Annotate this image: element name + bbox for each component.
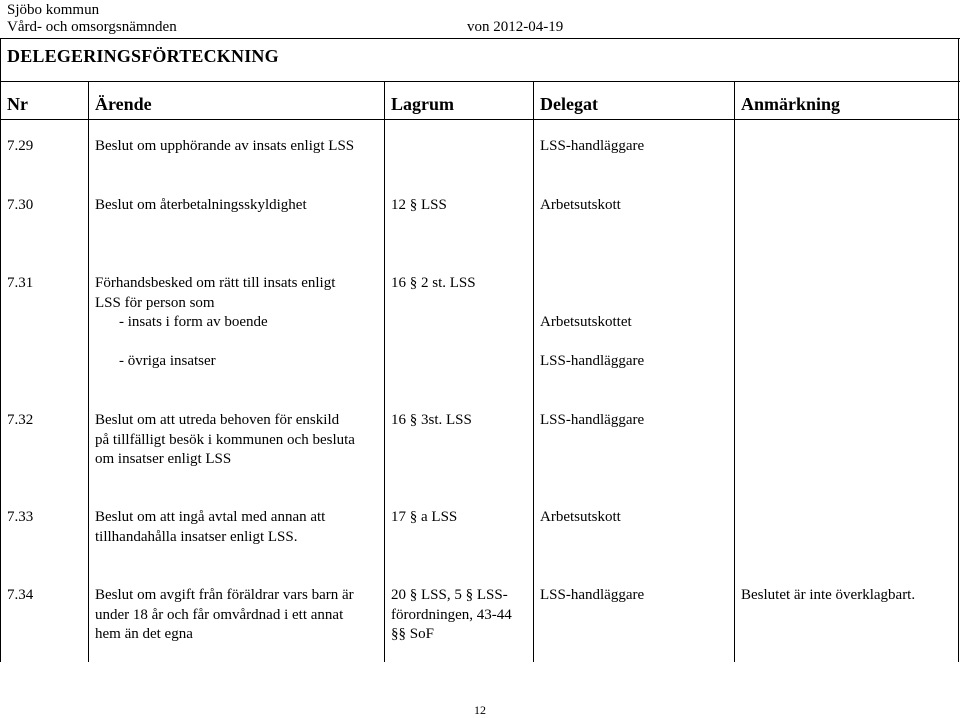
row-arende: [95, 586, 354, 645]
table-top-border: [0, 38, 960, 39]
row-arende-line: hem än det egna: [95, 626, 193, 642]
organization-name: Sjöbo kommun: [7, 2, 100, 18]
row-delegat: Arbetsutskott: [540, 197, 621, 213]
row-arende-line: - övriga insatser: [119, 352, 216, 369]
row-lagrum: 12 § LSS: [391, 197, 447, 213]
row-arende-line: - insats i form av boende: [119, 314, 268, 330]
row-arende-line: Beslut om att ingå avtal med annan att: [95, 509, 326, 525]
row-arende-line: Förhandsbesked om rätt till insats enligt: [95, 275, 336, 291]
row-delegat: LSS-handläggare: [540, 138, 645, 154]
row-arende-line: tillhandahålla insatser enligt LSS.: [95, 528, 298, 545]
title-bottom-border: [0, 81, 960, 82]
column-divider-arende: [384, 81, 385, 662]
row-arende-line: om insatser enligt LSS: [95, 451, 232, 467]
row-delegat: LSS-handläggare: [540, 412, 645, 428]
column-divider-lagrum: [533, 81, 534, 662]
row-lagrum: 16 § 3st. LSS: [391, 412, 472, 428]
row-anmarkning: Beslutet är inte överklagbart.: [741, 587, 916, 603]
column-header-delegat: Delegat: [540, 94, 598, 114]
row-delegat: [540, 313, 644, 371]
header-bottom-border: [0, 119, 960, 120]
row-delegat: Arbetsutskott: [540, 509, 621, 525]
column-divider-nr: [88, 81, 89, 662]
table-left-border: [0, 38, 1, 662]
row-arende: [95, 411, 355, 470]
row-nr: 7.34: [7, 587, 34, 603]
board-name: Vård- och omsorgsnämnden: [7, 19, 177, 35]
row-delegat: LSS-handläggare: [540, 587, 645, 603]
row-arende-line: under 18 år och får omvårdnad i ett annat: [95, 606, 344, 623]
row-arende-line: LSS för person som: [95, 294, 215, 311]
row-lagrum: 16 § 2 st. LSS: [391, 275, 476, 291]
row-delegat-line: Arbetsutskottet: [540, 314, 632, 330]
row-arende-line: Beslut om att utreda behoven för enskild: [95, 412, 340, 428]
column-header-nr: Nr: [7, 94, 28, 114]
column-divider-delegat: [734, 81, 735, 662]
row-arende: Beslut om återbetalningsskyldighet: [95, 197, 307, 213]
row-nr: 7.30: [7, 197, 34, 213]
row-arende: [95, 274, 335, 371]
row-lagrum: [391, 586, 512, 645]
column-header-lagrum: Lagrum: [391, 94, 454, 114]
spacer: [95, 333, 335, 352]
row-lagrum-line: §§ SoF: [391, 626, 434, 642]
row-nr: 7.32: [7, 412, 34, 428]
row-arende-line: Beslut om avgift från föräldrar vars barn är: [95, 587, 354, 603]
row-arende: Beslut om upphörande av insats enligt LSS: [95, 138, 355, 154]
row-nr: 7.31: [7, 275, 34, 291]
table-right-border: [958, 38, 959, 662]
row-nr: 7.33: [7, 509, 34, 525]
row-lagrum-line: förordningen, 43-44: [391, 606, 512, 623]
column-header-arende: Ärende: [95, 94, 152, 114]
page-number: 12: [474, 703, 486, 717]
row-lagrum: 17 § a LSS: [391, 509, 458, 525]
row-delegat-line: LSS-handläggare: [540, 352, 645, 369]
document-date: von 2012-04-19: [467, 19, 564, 35]
column-header-anmarkning: Anmärkning: [741, 94, 841, 114]
row-arende-line: på tillfälligt besök i kommunen och besluta: [95, 431, 355, 448]
row-nr: 7.29: [7, 138, 34, 154]
document-title: DELEGERINGSFÖRTECKNING: [7, 46, 279, 66]
spacer: [540, 333, 644, 352]
row-lagrum-line: 20 § LSS, 5 § LSS-: [391, 587, 508, 603]
row-arende: [95, 508, 325, 547]
